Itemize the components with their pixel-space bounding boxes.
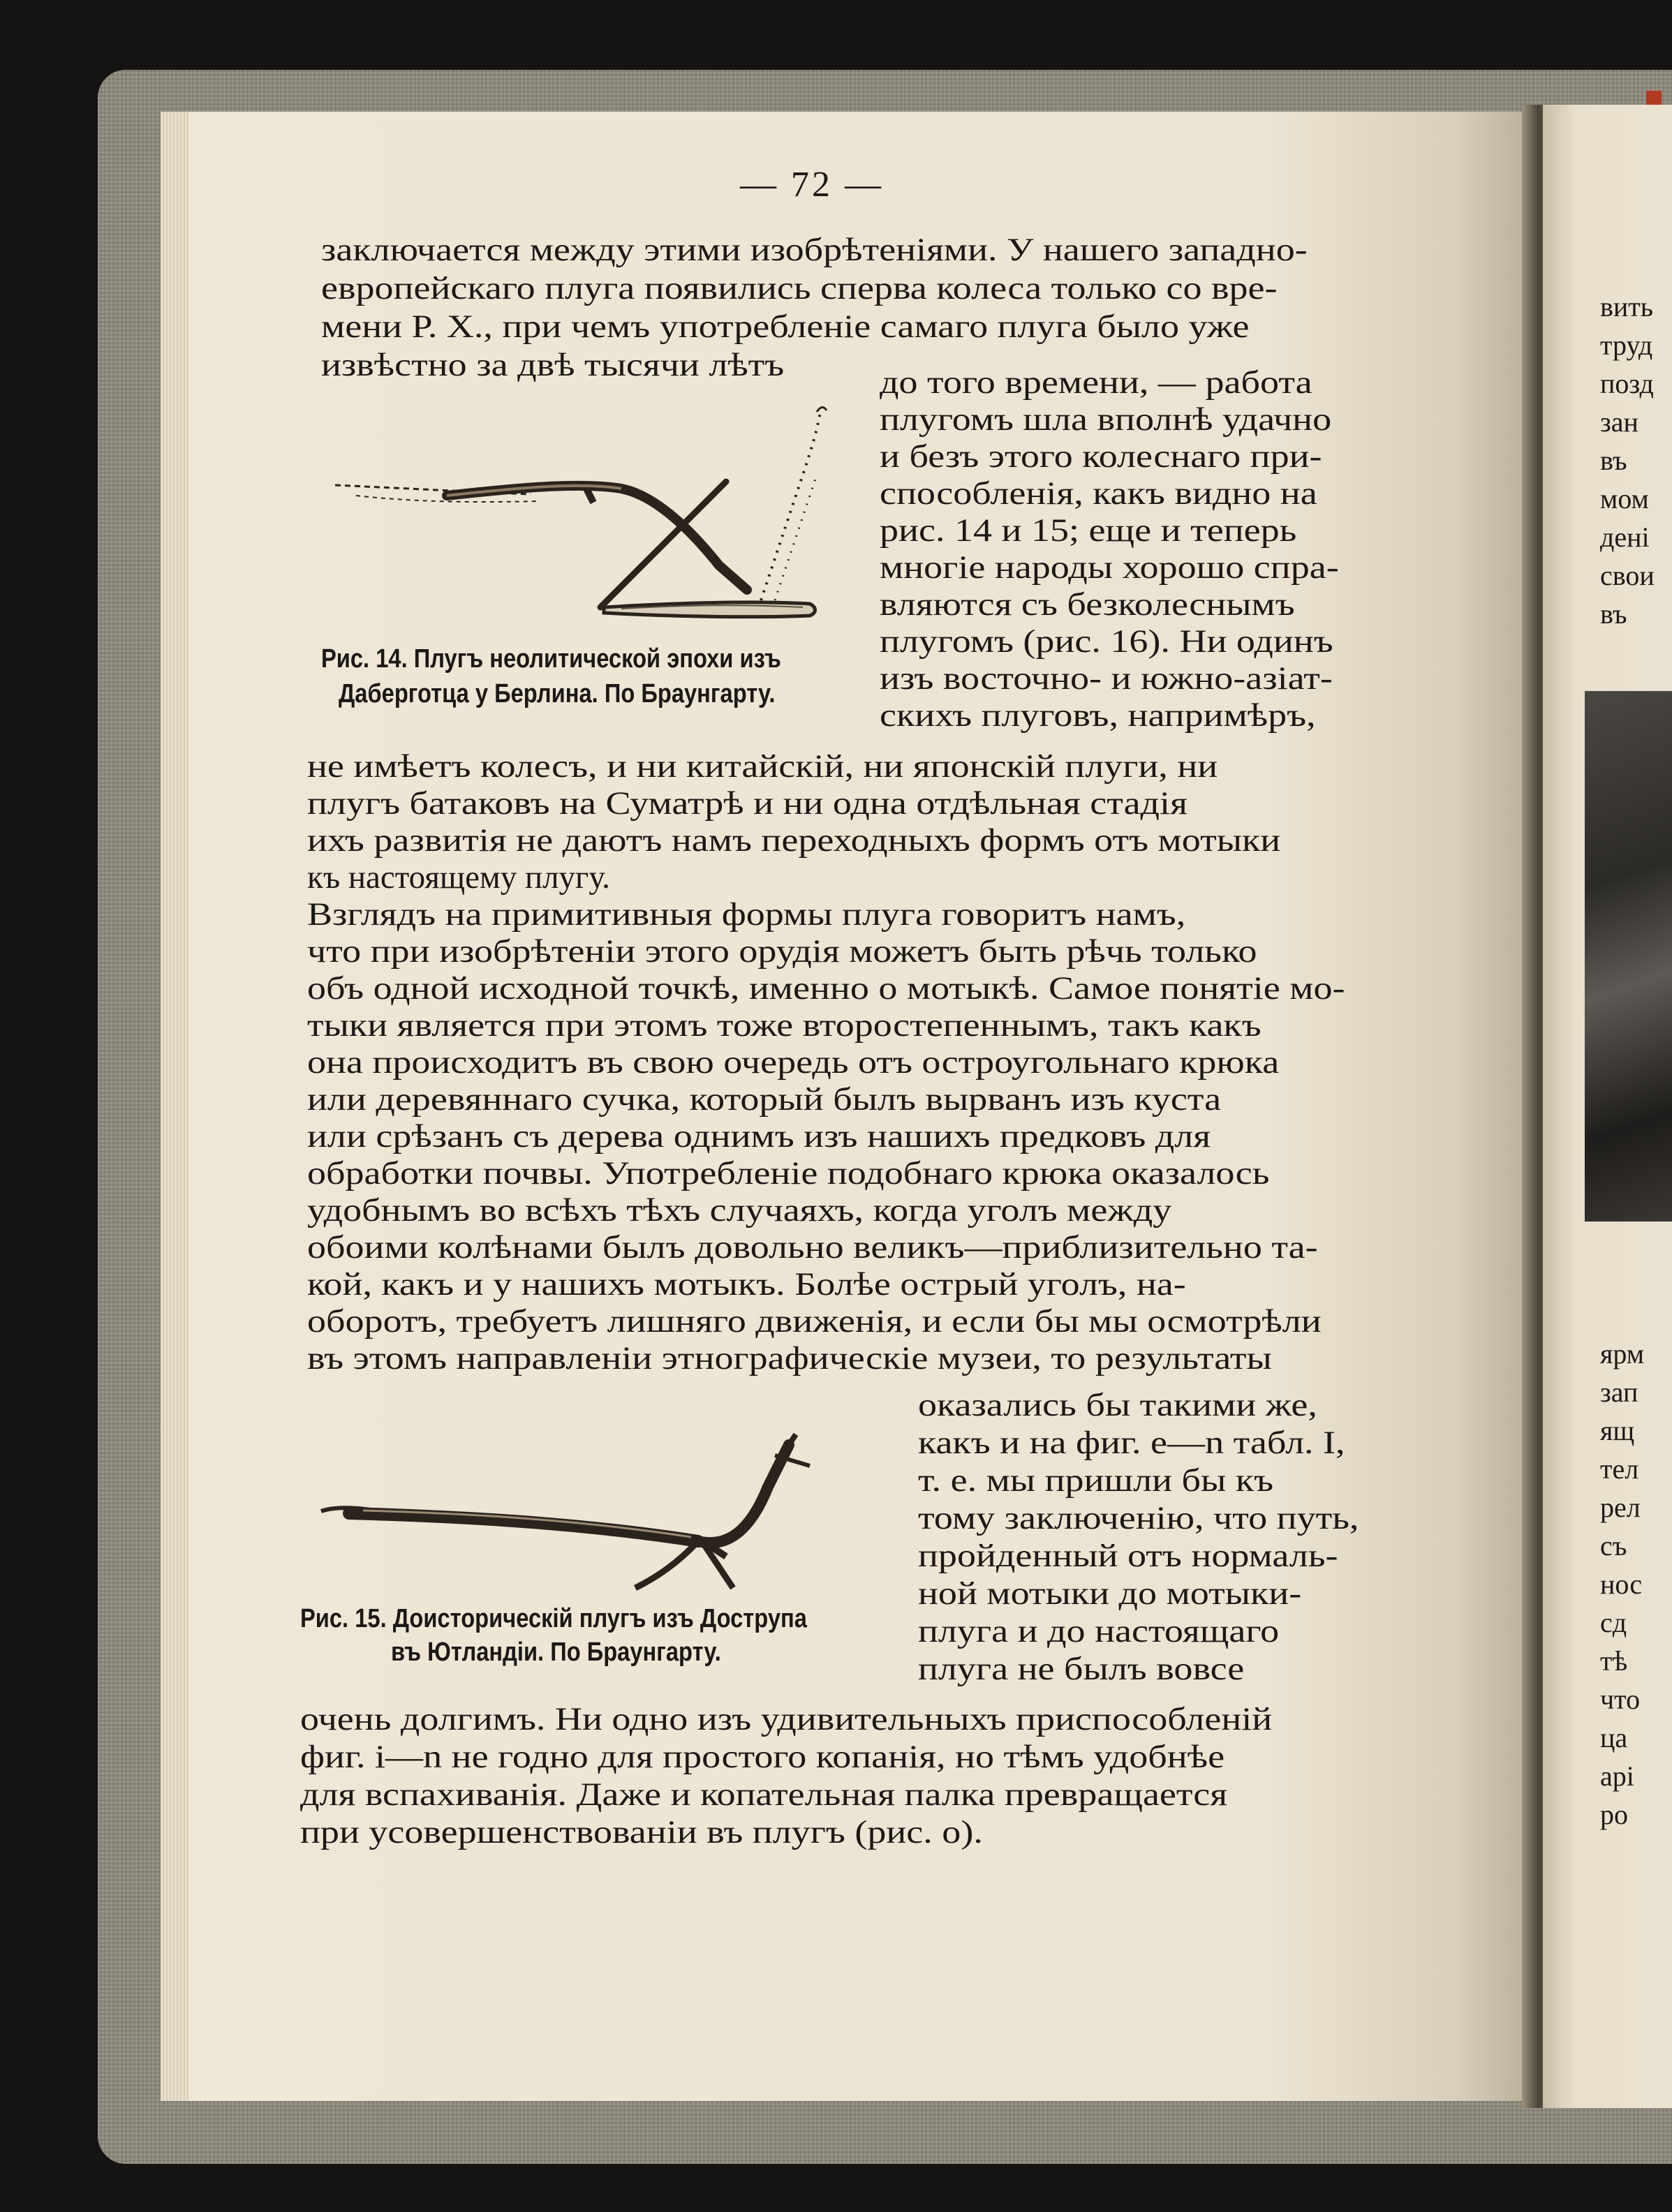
lines-bottom-line: для вспахиванія. Даже и копательная палка превращается [300, 1776, 1228, 1813]
right-page-fragment: ца [1600, 1722, 1628, 1753]
right-page-fragment: что [1600, 1684, 1641, 1715]
lines-fig14-side-line: плугомъ (рис. 16). Ни одинъ [880, 623, 1333, 660]
right-page-fragment: зан [1600, 406, 1638, 438]
right-page-fragment: нос [1600, 1568, 1643, 1600]
figure-14-caption-line-2: Даберготца у Берлина. По Браунгарту. [339, 679, 776, 708]
page-number: — 72 — [740, 165, 884, 205]
lines-fig14-side-line: многіе народы хорошо спра- [880, 549, 1339, 586]
lines-fig15-side-line: оказались бы такими же, [918, 1387, 1317, 1423]
right-page-fragment: труд [1600, 329, 1653, 361]
right-page [1543, 105, 1672, 2108]
lines-bottom-line: очень долгимъ. Ни одно изъ удивительныхъ приспособленій [300, 1701, 1273, 1737]
lines-middle-line: она происходитъ въ свою очередь отъ остроугольнаго крюка [307, 1044, 1280, 1081]
lines-middle-line: тыки является при этомъ тоже второстепеннымъ, такъ какъ [307, 1007, 1262, 1044]
right-page-fragment: мом [1600, 483, 1649, 514]
lines-middle-line: или срѣзанъ съ дерева однимъ изъ нашихъ предковъ для [307, 1118, 1211, 1155]
figure-15-caption-line-2: въ Ютландіи. По Браунгарту. [391, 1638, 721, 1667]
right-page-fragment: тѣ [1600, 1645, 1628, 1677]
lines-fig14-side-line: плугомъ шла вполнѣ удачно [880, 401, 1332, 438]
right-page-fragment: свои [1600, 560, 1655, 591]
right-page-fragment: въ [1600, 598, 1627, 630]
lines-middle-line: или деревяннаго сучка, который былъ вырванъ изъ куста [307, 1081, 1222, 1118]
lines-top-line: извѣстно за двѣ тысячи лѣтъ [321, 347, 785, 383]
lines-top-line: европейскаго плуга появились сперва колеса только со вре- [321, 270, 1278, 306]
lines-bottom-line: при усовершенствованіи въ плугъ (рис. о). [300, 1814, 983, 1850]
figure-14-neolithic-plough [328, 391, 859, 628]
lines-top-line: мени Р. Х., при чемъ употребленіе самаго плуга было уже [321, 309, 1250, 345]
lines-fig15-side-line: тому заключенію, что путь, [918, 1500, 1359, 1536]
lines-fig14-side-line: скихъ плуговъ, напримѣръ, [880, 697, 1316, 734]
lines-fig14-side-line: до того времени, — работа [880, 364, 1312, 401]
lines-top-line: заключается между этими изобрѣтеніями. У нашего западно- [321, 232, 1308, 268]
right-page-fragment: арі [1600, 1760, 1634, 1792]
right-page-fragment: рел [1600, 1492, 1641, 1523]
lines-fig14-side-line: и безъ этого колеснаго при- [880, 438, 1322, 475]
right-page-fragment: ярм [1600, 1338, 1645, 1369]
right-page-photo [1585, 691, 1672, 1222]
lines-fig14-side-line: вляются съ безколеснымъ [880, 586, 1295, 623]
lines-fig14-side-line: изъ восточно- и южно-азіат- [880, 660, 1333, 697]
figure-15-caption-line-1: Рис. 15. Доисторическій плугъ изъ Дострупа [300, 1604, 807, 1633]
right-page-fragment: позд [1600, 368, 1654, 399]
lines-middle-line: оборотъ, требуетъ лишняго движенія, и если бы мы осмотрѣли [307, 1303, 1322, 1339]
lines-middle-line: кой, какъ и у нашихъ мотыкъ. Болѣе острый уголъ, на- [307, 1266, 1186, 1302]
lines-middle-line: ихъ развитія не даютъ намъ переходныхъ формъ отъ мотыки [307, 822, 1281, 859]
lines-fig14-side-line: рис. 14 и 15; еще и теперь [880, 512, 1297, 549]
lines-middle-line: Взглядъ на примитивныя формы плуга говоритъ намъ, [307, 896, 1186, 933]
lines-middle-line: обоими колѣнами былъ довольно великъ—приблизительно та- [307, 1229, 1318, 1265]
lines-fig15-side-line: плуга не былъ вовсе [918, 1651, 1245, 1687]
lines-fig14-side-line: способленія, какъ видно на [880, 475, 1317, 512]
right-page-fragment: дені [1600, 521, 1650, 553]
lines-fig15-side-line: плуга и до настоящаго [918, 1613, 1280, 1649]
right-page-fragment: зап [1600, 1376, 1638, 1408]
lines-middle-line: къ настоящему плугу. [307, 859, 610, 896]
right-page-fragment: въ [1600, 445, 1627, 476]
right-page-fragment: съ [1600, 1530, 1627, 1561]
right-page-fragment: тел [1600, 1453, 1639, 1485]
lines-middle-line: что при изобрѣтеніи этого орудія можетъ быть рѣчь только [307, 933, 1257, 970]
right-page-fragment: ро [1600, 1799, 1628, 1830]
lines-middle-line: плугъ батаковъ на Суматрѣ и ни одна отдѣльная стадія [307, 785, 1188, 822]
lines-fig15-side-line: т. е. мы пришли бы къ [918, 1462, 1274, 1499]
lines-middle-line: въ этомъ направленіи этнографическіе музеи, то результаты [307, 1340, 1272, 1376]
lines-fig15-side-line: пройденный отъ нормаль- [918, 1538, 1338, 1574]
lines-bottom-line: фиг. i—n не годно для простого копанія, но тѣмъ удобнѣе [300, 1739, 1225, 1775]
right-page-fragment: ящ [1600, 1415, 1635, 1446]
lines-fig15-side-line: какъ и на фиг. е—n табл. I, [918, 1425, 1345, 1461]
lines-middle-line: удобнымъ во всѣхъ тѣхъ случаяхъ, когда уголъ между [307, 1192, 1172, 1229]
lines-middle-line: не имѣетъ колесъ, и ни китайскій, ни японскій плуги, ни [307, 748, 1218, 785]
lines-middle-line: обработки почвы. Употребленіе подобнаго крюка оказалось [307, 1155, 1270, 1192]
lines-middle-line: объ одной исходной точкѣ, именно о мотыкѣ. Самое понятіе мо- [307, 970, 1345, 1007]
lines-fig15-side-line: ной мотыки до мотыки- [918, 1575, 1302, 1612]
figure-14-caption-line-1: Рис. 14. Плугъ неолитической эпохи изъ [321, 644, 781, 674]
figure-15-prehistoric-plough [307, 1417, 894, 1605]
right-page-fragment: сд [1600, 1607, 1627, 1638]
right-page-fragment: вить [1600, 291, 1654, 322]
